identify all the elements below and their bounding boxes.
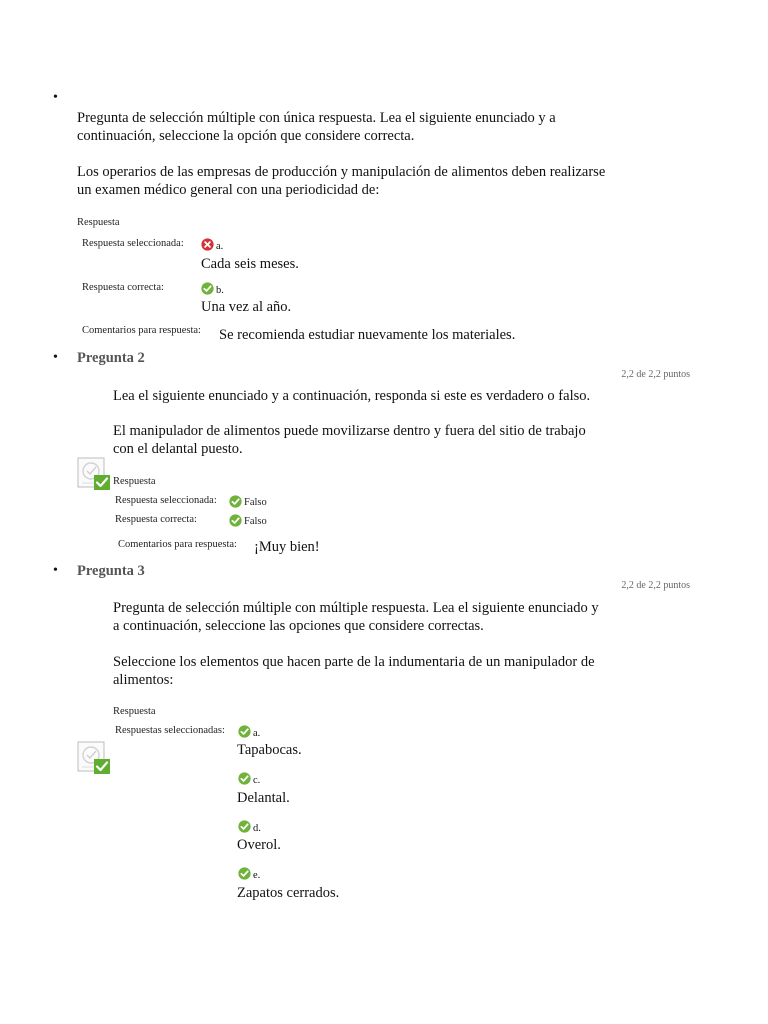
q3-answer-text: Tapabocas. [237,742,302,758]
q3-stem-line1: Seleccione los elementos que hacen parte de la indumentaria de un manipulador de [113,654,595,670]
x-circle-icon [201,238,214,251]
q2-comments-label: Comentarios para respuesta: [118,539,237,550]
q1-respuesta-label: Respuesta [77,217,120,228]
check-circle-icon [229,495,242,508]
q1-stem-line2: un examen médico general con una periodicidad de: [77,182,380,198]
q2-comments-text: ¡Muy bien! [254,539,320,555]
check-circle-icon [201,282,214,295]
q3-answer-letter: c. [253,775,261,786]
q1-comments-text: Se recomienda estudiar nuevamente los materiales. [219,327,516,343]
q1-correct-answer: Una vez al año. [201,299,292,315]
q1-intro-line2: continuación, seleccione la opción que considere correcta. [77,128,415,144]
q3-answer-text: Zapatos cerrados. [237,885,340,901]
graded-correct-icon [77,457,111,491]
q2-title: Pregunta 2 [77,350,145,366]
q1-correct-letter: b. [216,285,224,296]
q2-selected-label: Respuesta seleccionada: [115,495,217,506]
check-circle-icon [238,772,251,785]
list-bullet: • [53,350,58,365]
check-circle-icon [238,867,251,880]
q1-comments-label: Comentarios para respuesta: [82,325,201,336]
check-circle-icon [238,725,251,738]
check-circle-icon [229,514,242,527]
q2-respuesta-label: Respuesta [113,476,156,487]
q3-points: 2,2 de 2,2 puntos [621,580,690,591]
q3-stem-line2: alimentos: [113,672,174,688]
q2-points: 2,2 de 2,2 puntos [621,369,690,380]
q3-selected-label: Respuestas seleccionadas: [115,725,225,736]
list-bullet: • [53,563,58,578]
q3-title: Pregunta 3 [77,563,145,579]
q3-answer-text: Overol. [237,837,281,853]
q3-answer-text: Delantal. [237,790,290,806]
q3-respuesta-label: Respuesta [113,706,156,717]
q2-correct-answer: Falso [244,516,267,527]
q2-intro: Lea el siguiente enunciado y a continuación, responda si este es verdadero o falso. [113,388,591,404]
q3-answer-letter: a. [253,728,261,739]
q3-intro-line1: Pregunta de selección múltiple con múltiple respuesta. Lea el siguiente enunciado y [113,600,599,616]
check-circle-icon [238,820,251,833]
q3-answer-letter: d. [253,823,261,834]
graded-correct-icon [77,741,111,775]
q2-stem-line2: con el delantal puesto. [113,441,243,457]
q1-intro-line1: Pregunta de selección múltiple con única respuesta. Lea el siguiente enunciado y a [77,110,556,126]
q3-answer-letter: e. [253,870,261,881]
q3-intro-line2: a continuación, seleccione las opciones que considere correctas. [113,618,484,634]
q1-stem-line1: Los operarios de las empresas de producción y manipulación de alimentos deben realizarse [77,164,606,180]
q1-selected-answer: Cada seis meses. [201,256,299,272]
q2-correct-label: Respuesta correcta: [115,514,197,525]
q1-selected-label: Respuesta seleccionada: [82,238,184,249]
list-bullet: • [53,90,58,105]
q1-selected-letter: a. [216,241,224,252]
q1-correct-label: Respuesta correcta: [82,282,164,293]
q2-stem-line1: El manipulador de alimentos puede movilizarse dentro y fuera del sitio de trabajo [113,423,586,439]
q2-selected-answer: Falso [244,497,267,508]
